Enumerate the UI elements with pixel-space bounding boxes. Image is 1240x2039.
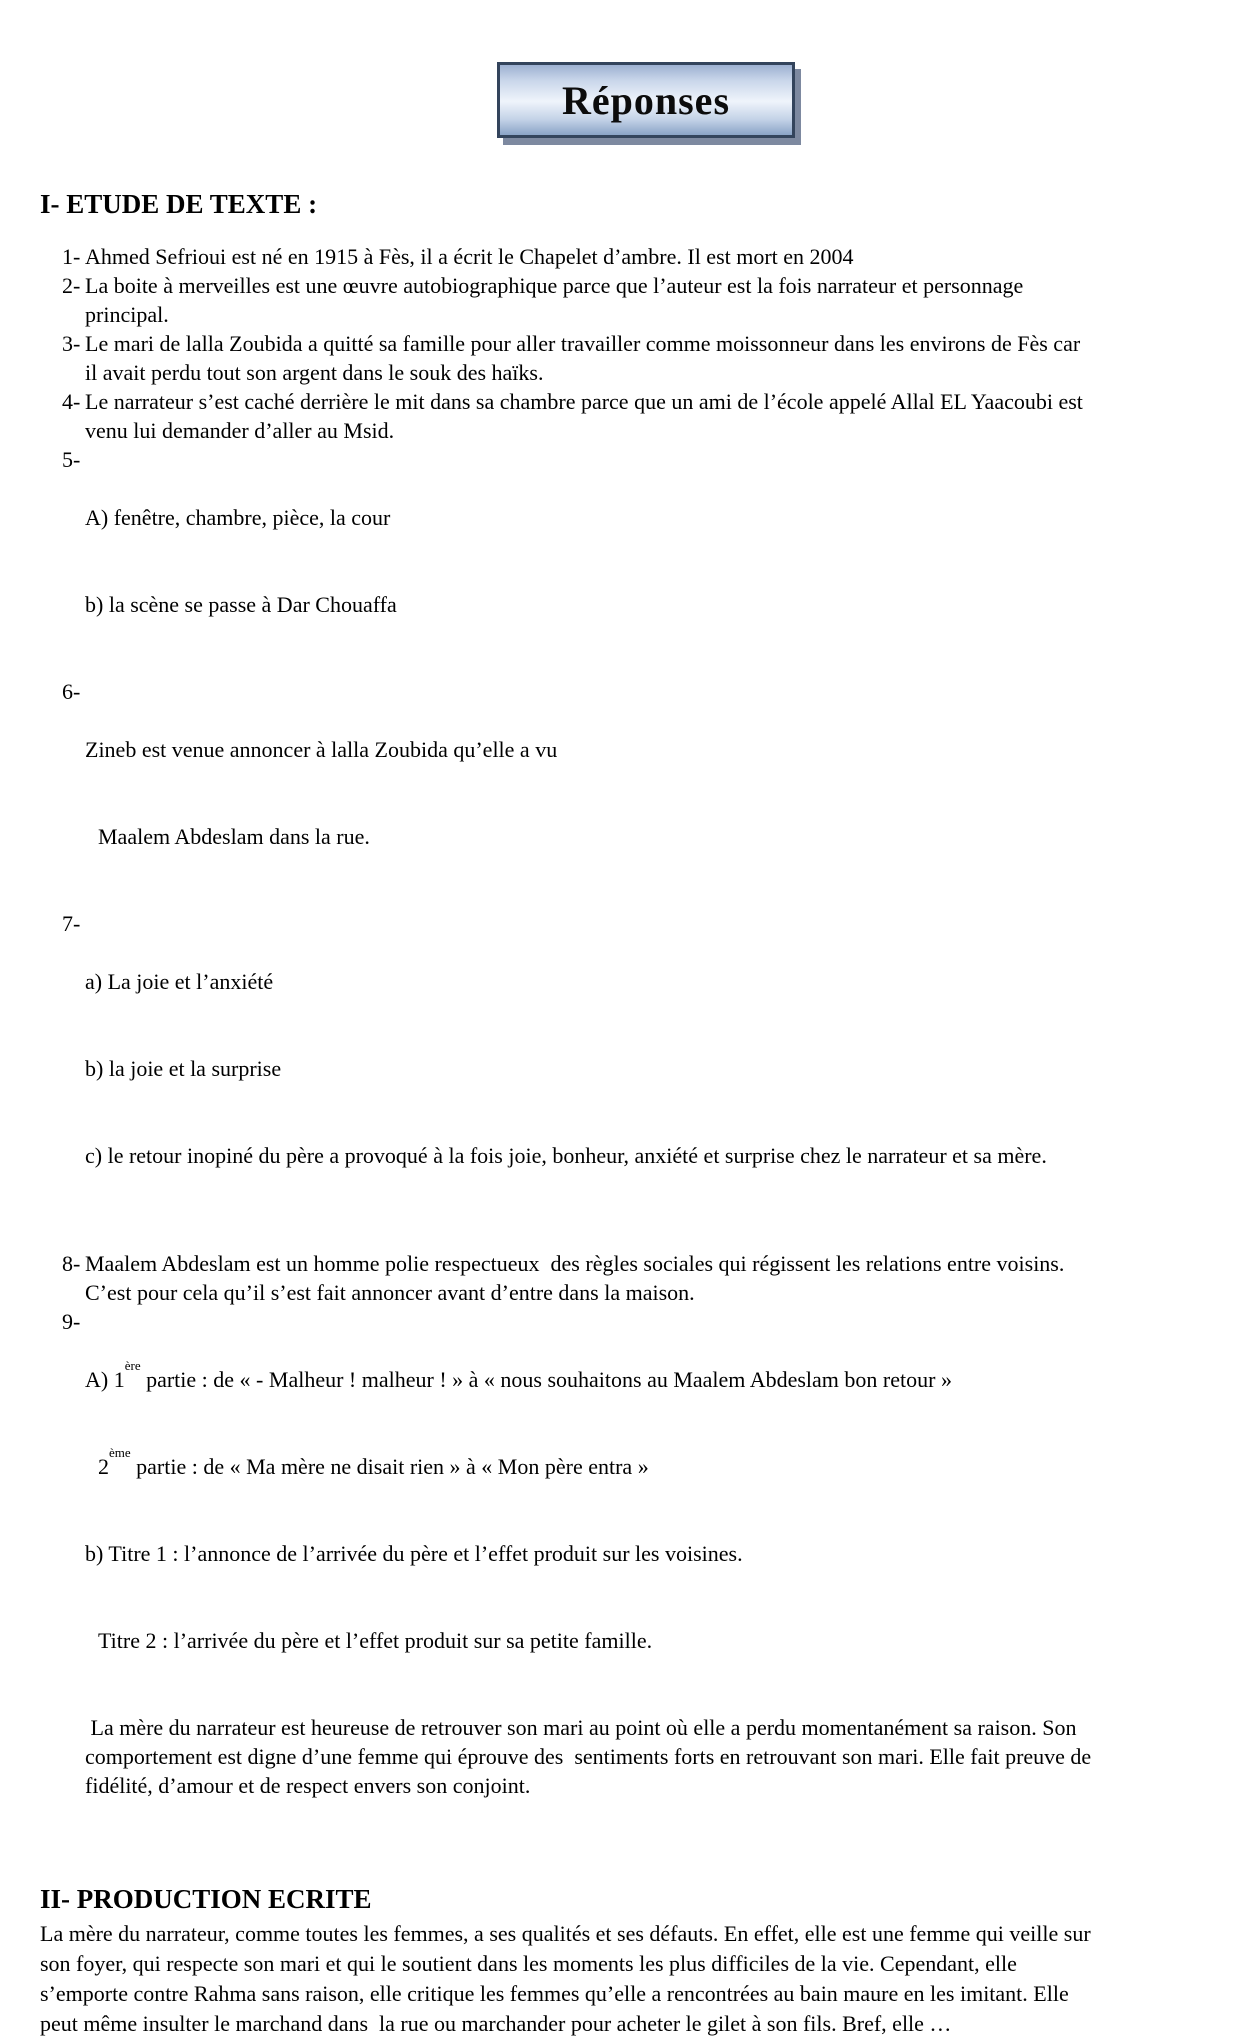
item-number: 6- — [62, 679, 81, 704]
answer-list — [62, 242, 1240, 1858]
item-text — [85, 445, 1095, 677]
subline-b: b) la scène se passe à Dar Chouaffa — [85, 592, 397, 617]
item-text — [85, 909, 1095, 1228]
list-item-1 — [62, 242, 1240, 271]
item-number: 5- — [62, 447, 81, 472]
subline-1: Zineb est venue annoncer à lalla Zoubida qu’elle a vu — [85, 737, 558, 762]
part-a-line2-prefix: 2 — [98, 1454, 109, 1479]
item-text: Le mari de lalla Zoubida a quitté sa famille pour aller travailler comme moissonneur dans les environs de Fès car il avait perdu tout son argent dans le souk des haïks. — [85, 331, 1086, 385]
part-b-line-1: b) Titre 1 : l’annonce de l’arrivée du père et l’effet produit sur les voisines. — [85, 1541, 743, 1566]
subline-b: b) la joie et la surprise — [85, 1056, 282, 1081]
item-text — [85, 1307, 1095, 1858]
part-a-line-2 — [98, 1444, 1095, 1481]
ordinal-superscript: ème — [109, 1444, 131, 1460]
item-text: Maalem Abdeslam est un homme polie respectueux des règles sociales qui régissent les relations entre voisins. C’est pour cela qu’il s’est fait annoncer avant d’entre dans la maison. — [85, 1251, 1070, 1305]
item-number: 3- — [62, 331, 81, 356]
item-text: Le narrateur s’est caché derrière le mit dans sa chambre parce que un ami de l’école appelé Allal EL Yaacoubi est venu lui demander d’aller au Msid. — [85, 389, 1089, 443]
subline-a: a) La joie et l’anxiété — [85, 969, 274, 994]
subline-2: Maalem Abdeslam dans la rue. — [98, 824, 370, 849]
part-a-line1-rest: partie : de « - Malheur ! malheur ! » à « nous souhaitons au Maalem Abdeslam bon retour » — [140, 1367, 952, 1392]
part-a-line2-rest: partie : de « Ma mère ne disait rien » à « Mon père entra » — [130, 1454, 649, 1479]
list-item-5 — [62, 445, 1240, 677]
list-item-2 — [62, 271, 1240, 329]
part-b-line-2: Titre 2 : l’arrivée du père et l’effet produit sur sa petite famille. — [98, 1628, 653, 1653]
item-text: Ahmed Sefrioui est né en 1915 à Fès, il a écrit le Chapelet d’ambre. Il est mort en 2004 — [85, 244, 854, 269]
section-heading-etude-de-texte: I- ETUDE DE TEXTE : — [40, 189, 318, 219]
ordinal-superscript: ère — [124, 1357, 141, 1373]
section-heading-production-ecrite: II- PRODUCTION ECRITE — [40, 1884, 372, 1914]
list-item-3 — [62, 329, 1240, 387]
item-text — [85, 677, 1095, 909]
item-number: 8- — [62, 1251, 81, 1276]
list-item-8 — [62, 1249, 1240, 1307]
part-a-line1-prefix: A) 1 — [85, 1367, 125, 1392]
item-number: 1- — [62, 244, 81, 269]
list-item-7 — [62, 909, 1240, 1228]
page-title: Réponses — [561, 77, 731, 123]
item-9-conclusion: La mère du narrateur est heureuse de retrouver son mari au point où elle a perdu momentanément sa raison. Son comportement est digne d’une femme qui éprouve des sentiments forts en retrouvant son mari. Elle fait preuve de fidélité, d’amour et de respect envers son conjoint. — [85, 1715, 1097, 1798]
production-paragraph: La mère du narrateur, comme toutes les femmes, a ses qualités et ses défauts. En effet, elle est une femme qui veille sur son foyer, qui respecte son mari et qui le soutient dans les moments les plus difficiles de la vie. Cependant, elle s’emporte contre Rahma sans raison, elle critique les femmes qu’elle a rencontrées au bain maure en les imitant. Elle peut même insulter le marchand dans la rue ou marchander pour acheter le gilet à son fils. Bref, elle … — [40, 1921, 1097, 2036]
part-a-line-1 — [85, 1357, 1095, 1394]
document-page — [0, 62, 1240, 2036]
item-number: 7- — [62, 911, 81, 936]
subline-c: c) le retour inopiné du père a provoqué à la fois joie, bonheur, anxiété et surprise chez le narrateur et sa mère. — [85, 1143, 1047, 1168]
item-number: 2- — [62, 273, 81, 298]
list-item-4 — [62, 387, 1240, 445]
subline-a: A) fenêtre, chambre, pièce, la cour — [85, 505, 391, 530]
list-item-6 — [62, 677, 1240, 909]
title-banner — [497, 62, 795, 138]
list-item-9 — [62, 1307, 1240, 1858]
item-number: 9- — [62, 1309, 81, 1334]
item-number: 4- — [62, 389, 81, 414]
item-text: La boite à merveilles est une œuvre autobiographique parce que l’auteur est la fois narrateur et personnage principal. — [85, 273, 1029, 327]
